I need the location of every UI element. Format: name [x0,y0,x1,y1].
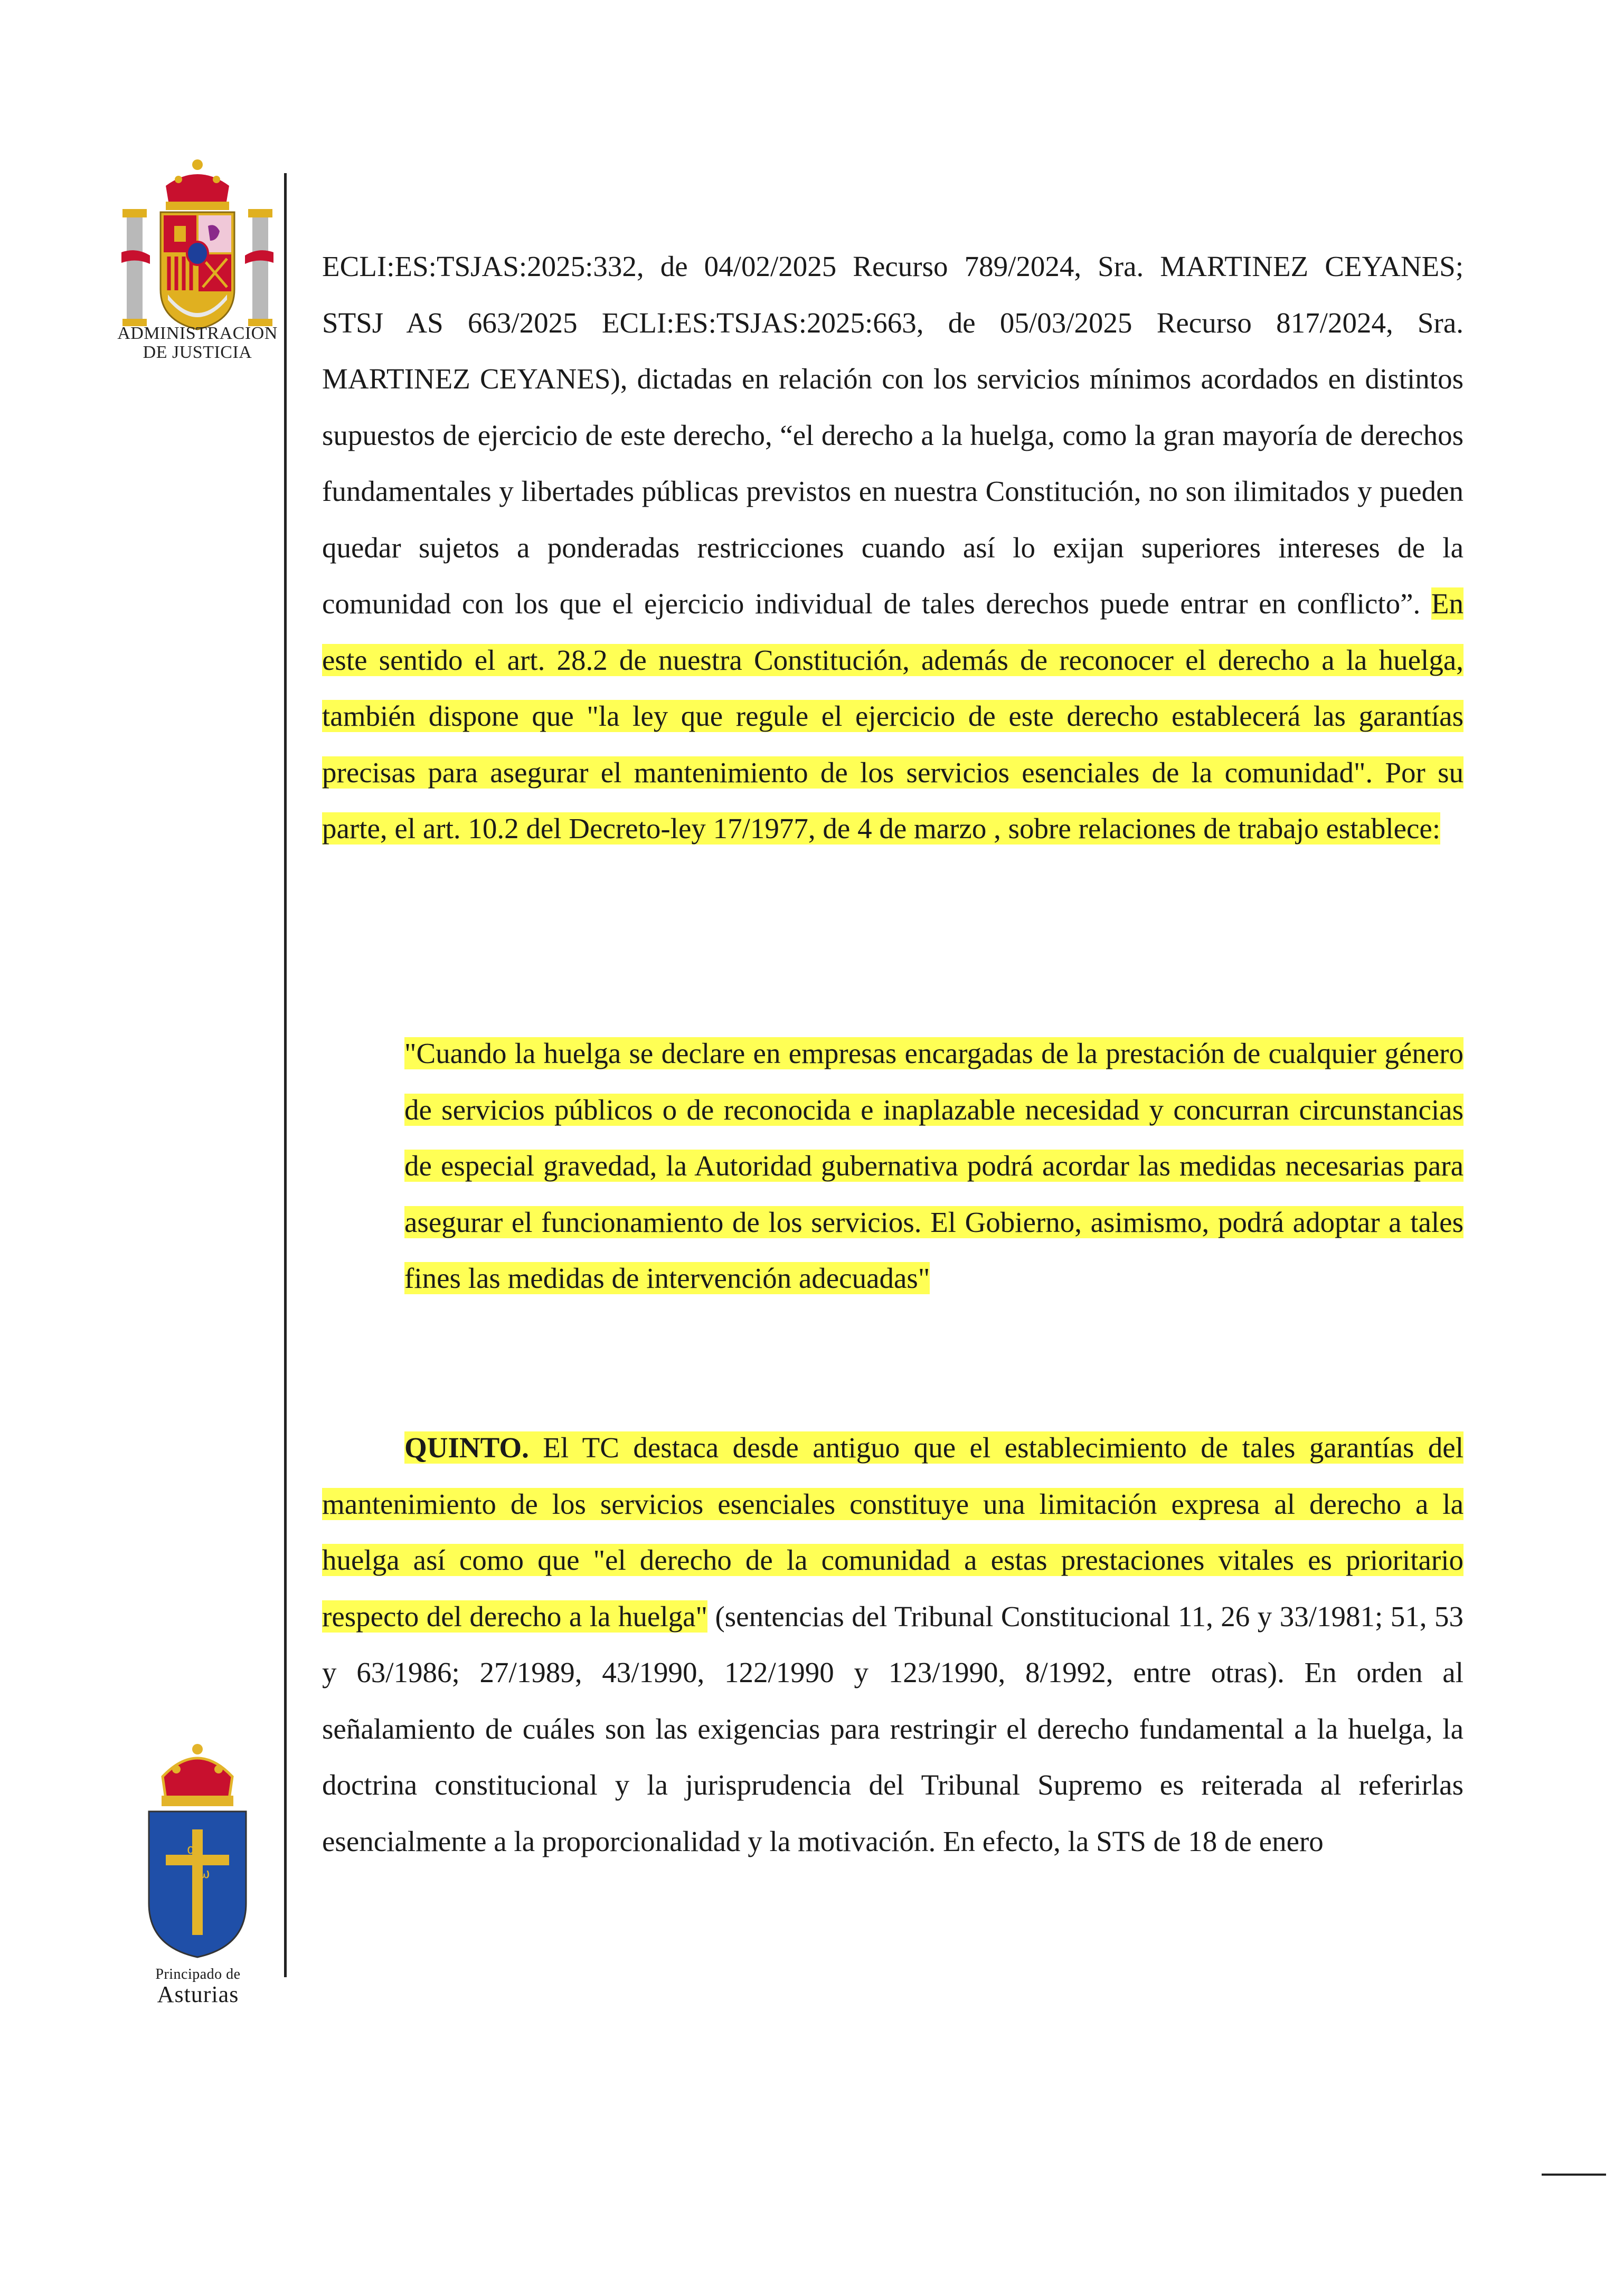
justice-admin-caption [115,324,280,362]
asturias-caption-line-1: Principado de [155,1966,241,1982]
svg-text:α: α [187,1842,196,1857]
margin-divider-line [284,173,287,1977]
asturias-caption [132,1967,264,2007]
section-heading-quinto: QUINTO. [404,1431,529,1464]
block-quote [404,1026,1464,1307]
paragraph-1-plain-text: ECLI:ES:TSJAS:2025:332, de 04/02/2025 Recurso 789/2024, Sra. MARTINEZ CEYANES; STSJ AS 663/2025 ECLI:ES:TSJAS:2025:663, de 05/03/2025 Recurso 817/2024, Sra. MARTINEZ CEYANES), dictadas en relación con los servicios mínimos acordados en distintos supuestos de ejercicio de este derecho, “el derecho a la huelga, como la gran mayoría de derechos fundamentales y libertades públicas previstos en nuestra Constitución, no son ilimitados y pueden quedar sujetos a ponderadas restricciones cuando así lo exijan superiores intereses de la comunidad con los que el ejercicio individual de tales derechos puede entrar en conflicto”. [322,250,1464,620]
caption-line-1: ADMINISTRACION [117,324,278,343]
paragraph-3-plain-text: (sentencias del Tribunal Constitucional 11, 26 y 33/1981; 51, 53 y 63/1986; 27/1989, 43/1990, 122/1990 y 123/1990, 8/1992, entre otras). En orden al señalamiento de cuáles son las exigencias para restringir el derecho fundamental a la huelga, la doctrina constitucional y la jurisprudencia del Tribunal Supremo es reiterada al referirlas esencialmente a la proporcionalidad y la motivación. En efecto, la STS de 18 de enero [322,1600,1464,1857]
page-number-line [1542,2174,1606,2176]
paragraph-1-highlighted-text: En este sentido el art. 28.2 de nuestra Constitución, además de reconocer el derecho a la huelga, también dispone que "la ley que regule el ejercicio de este derecho establecerá las garantías precisas para asegurar el mantenimiento de los servicios esenciales de la comunidad". Por su parte, el art. 10.2 del Decreto-ley 17/1977, de 4 de marzo , sobre relaciones de trabajo establece: [322,587,1464,845]
caption-line-2: DE JUSTICIA [143,343,252,362]
body-paragraph-quinto [322,1420,1464,1870]
paragraph-3-highlighted-text: El TC destaca desde antiguo que el establecimiento de tales garantías del mantenimiento de los servicios esenciales constituye una limitación expresa al derecho a la huelga así como que "el derecho de la comunidad a estas prestaciones vitales es prioritario respecto del derecho a la huelga" [322,1431,1464,1633]
svg-text:ω: ω [199,1866,210,1882]
asturias-coat-of-arms-logo [141,1740,253,1961]
body-paragraph-1 [322,239,1464,857]
asturias-caption-line-2: Asturias [157,1981,239,2007]
quote-highlighted-text: "Cuando la huelga se declare en empresas encargadas de la prestación de cualquier género de servicios públicos o de reconocida e inaplazable necesidad y concurran circunstancias de especial gravedad, la Autoridad gubernativa podrá acordar las medidas necesarias para asegurar el funcionamiento de los servicios. El Gobierno, asimismo, podrá adoptar a tales fines las medidas de intervención adecuadas" [404,1037,1464,1294]
